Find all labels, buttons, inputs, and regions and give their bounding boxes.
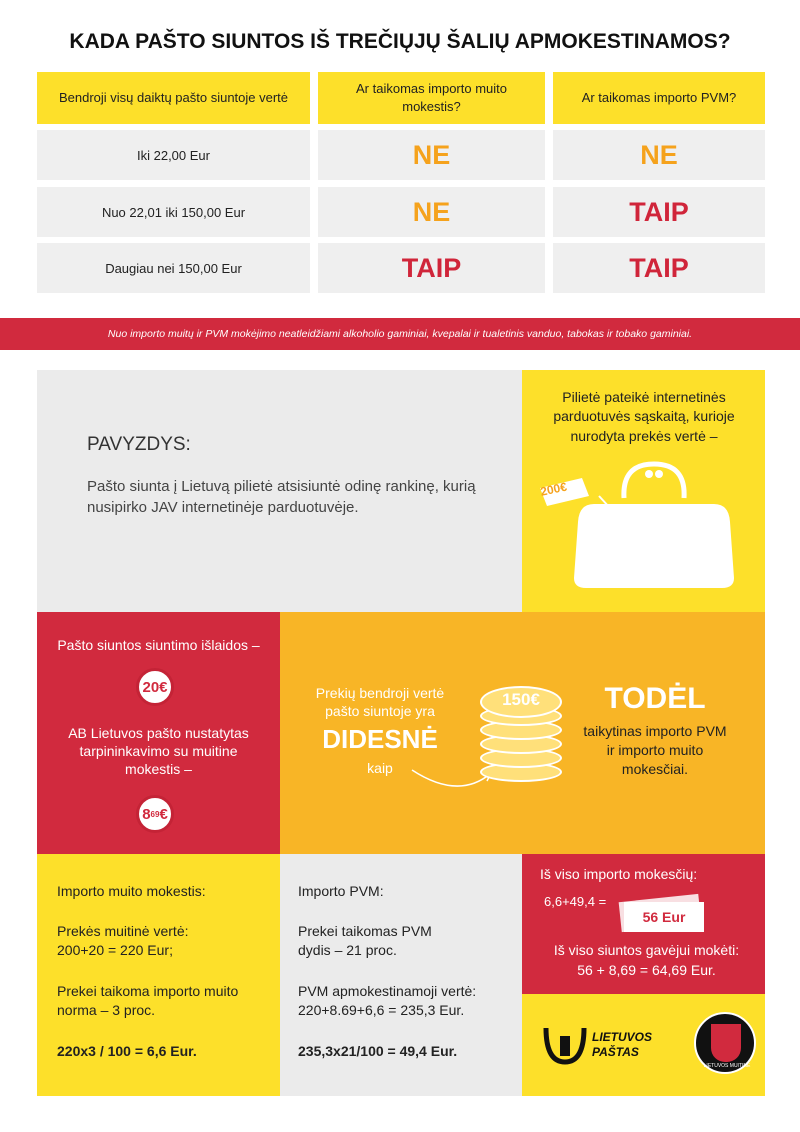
exemption-note: Nuo importo muitų ir PVM mokėjimo neatleidžiami alkoholio gaminiai, kvepalai ir tualetinis vanduo, tabokas ir tobako gaminiai. — [0, 318, 800, 350]
duty-calc-result: 220x3 / 100 = 6,6 Eur. — [57, 1043, 197, 1059]
result-text: taikytinas importo PVM ir importo muito mokesčiai. — [583, 723, 727, 777]
example-panel — [37, 370, 522, 612]
duty-calc-line: norma – 3 proc. — [57, 1002, 156, 1018]
duty-calc-line: Prekės muitinė vertė: — [57, 923, 189, 939]
table-row-label: Daugiau nei 150,00 Eur — [37, 243, 310, 293]
logos-panel — [522, 994, 765, 1096]
lietuvos-pastas-logo — [542, 1024, 682, 1066]
import-total-sum: 6,6+49,4 = — [544, 894, 607, 909]
import-total-label: Iš viso importo mokesčių: — [540, 866, 698, 882]
compare-panel — [280, 612, 765, 854]
vat-calc-heading: Importo PVM: — [298, 883, 384, 899]
costs-panel — [37, 612, 280, 854]
customs-logo-text: LIETUVOS MUITINĖ — [703, 1063, 751, 1069]
import-total-value: 56 Eur — [624, 902, 704, 932]
price-tag: 200€ — [539, 479, 569, 499]
table-cell-vat: TAIP — [553, 187, 765, 237]
fee-currency: € — [159, 805, 168, 823]
shield-icon — [711, 1024, 741, 1062]
post-logo-line1: LIETUVOS — [592, 1030, 653, 1044]
totals-panel — [522, 854, 765, 994]
table-row-label: Nuo 22,01 iki 150,00 Eur — [37, 187, 310, 237]
duty-calc-line: 200+20 = 220 Eur; — [57, 942, 173, 958]
fee-label: AB Lietuvos pašto nustatytas tarpininkavimo su muitine mokestis – — [68, 725, 249, 778]
result-title: TODĖL — [604, 682, 706, 715]
compare-post-text: kaip — [367, 760, 393, 776]
shipping-value-badge — [136, 668, 174, 706]
table-cell-duty: NE — [318, 130, 545, 180]
table-header-vat: Ar taikomas importo PVM? — [553, 72, 765, 124]
fee-cents: 69 — [150, 809, 160, 819]
table-cell-duty: NE — [318, 187, 545, 237]
table-row-label: Iki 22,00 Eur — [37, 130, 310, 180]
invoice-text: Pilietė pateikė internetinės parduotuvės sąskaitą, kurioje nurodyta prekės vertė – — [553, 389, 735, 444]
vat-calc-line: dydis – 21 proc. — [298, 942, 397, 958]
table-cell-duty: TAIP — [318, 243, 545, 293]
invoice-panel — [522, 370, 765, 612]
vat-calc-line: Prekei taikomas PVM — [298, 923, 432, 939]
post-horn-icon — [542, 1024, 588, 1066]
compare-big-word: DIDESNĖ — [322, 724, 438, 754]
table-header-duty: Ar taikomas importo muito mokestis? — [318, 72, 545, 124]
duty-calc-line: Prekei taikoma importo muito — [57, 983, 239, 999]
fee-main: 8 — [142, 805, 151, 823]
fee-value-badge — [136, 795, 174, 833]
duty-calc-heading: Importo muito mokestis: — [57, 883, 206, 899]
page-title: KADA PAŠTO SIUNTOS IŠ TREČIŲJŲ ŠALIŲ APMOKESTINAMOS? — [69, 30, 731, 53]
vat-calc-panel — [280, 854, 522, 1096]
duty-calc-panel — [37, 854, 280, 1096]
vat-calc-line: 220+8.69+6,6 = 235,3 Eur. — [298, 1002, 465, 1018]
table-cell-vat: TAIP — [553, 243, 765, 293]
example-heading: PAVYZDYS: — [87, 434, 191, 455]
table-cell-vat: NE — [553, 130, 765, 180]
table-header-value: Bendroji visų daiktų pašto siuntoje vertė — [37, 72, 310, 124]
pay-total-label: Iš viso siuntos gavėjui mokėti: — [553, 942, 740, 958]
post-logo-line2: PAŠTAS — [592, 1045, 639, 1059]
shipping-label: Pašto siuntos siuntimo išlaidos – — [57, 637, 260, 653]
pay-total-value: 56 + 8,69 = 64,69 Eur. — [577, 962, 716, 978]
vat-calc-line: PVM apmokestinamoji vertė: — [298, 983, 477, 999]
example-text: Pašto siunta į Lietuvą pilietė atsisiuntė odinę rankinę, kurią nusipirko JAV internetinėje parduotuvėje. — [87, 478, 476, 516]
customs-emblem-logo — [694, 1012, 756, 1074]
vat-calc-result: 235,3x21/100 = 49,4 Eur. — [298, 1043, 458, 1059]
compare-pre-text: Prekių bendroji vertė pašto siuntoje yra — [315, 685, 445, 720]
coin-value: 150€ — [502, 690, 540, 709]
shipping-value: 20€ — [142, 678, 168, 696]
